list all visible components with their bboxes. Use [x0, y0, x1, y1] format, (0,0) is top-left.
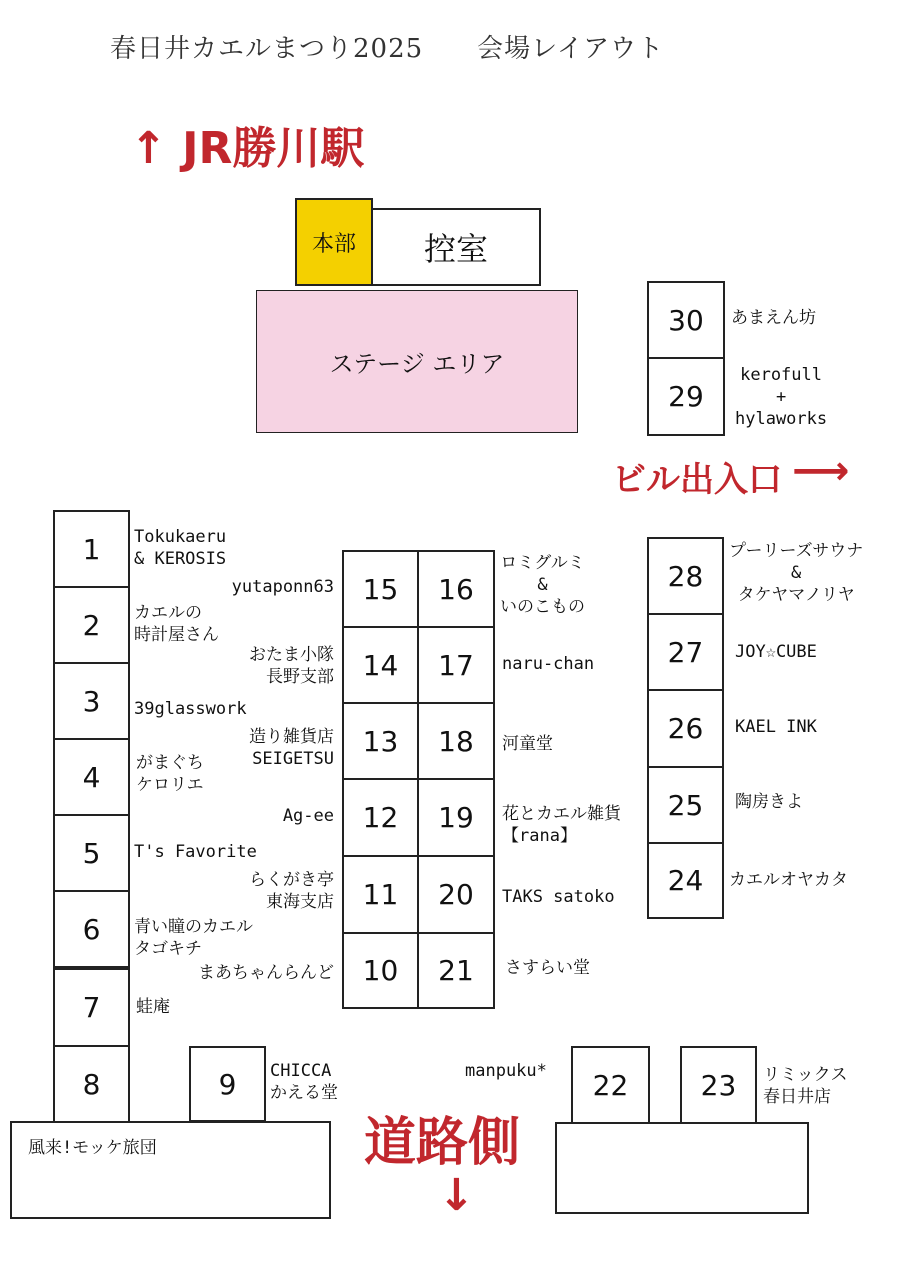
- booth-30-name: あまえん坊: [731, 308, 816, 328]
- road-arrow-icon: ↓: [438, 1170, 475, 1221]
- booth-11-name: らくがき亭 東海支店: [249, 870, 334, 912]
- booth-22: 22: [571, 1046, 650, 1124]
- stage-area-label: ステージ エリア: [329, 350, 505, 378]
- corner-area-left: [10, 1121, 331, 1219]
- booth-18: 18: [417, 702, 495, 780]
- corner-area-right: [555, 1122, 809, 1214]
- booth-18-name: 河童堂: [502, 734, 553, 754]
- building-exit-label: ビル出入口: [612, 460, 782, 500]
- booth-20-name: TAKS satoko: [502, 887, 615, 907]
- booth-5: 5: [53, 814, 130, 892]
- corner-area-left-label: 風来!モッケ旅団: [28, 1138, 157, 1158]
- booth-3: 3: [53, 662, 130, 740]
- booth-7-name: 蛙庵: [136, 997, 170, 1017]
- booth-17-name: naru-chan: [502, 654, 595, 674]
- booth-16: 16: [417, 550, 495, 628]
- booth-21: 21: [417, 932, 495, 1009]
- booth-28-name: プーリーズサウナ & タケヤマノリヤ: [729, 541, 864, 605]
- booth-1-name: Tokukaeru & KEROSIS: [134, 527, 227, 569]
- booth-19: 19: [417, 778, 495, 857]
- booth-8: 8: [53, 1045, 130, 1123]
- booth-27-name: JOY☆CUBE: [735, 642, 817, 662]
- booth-9: 9: [189, 1046, 266, 1122]
- booth-28: 28: [647, 537, 724, 615]
- booth-17: 17: [417, 626, 495, 704]
- page-title: 春日井カエルまつり2025 会場レイアウト: [110, 34, 665, 64]
- road-side-label: 道路側: [364, 1113, 521, 1173]
- booth-20: 20: [417, 855, 495, 934]
- booth-14: 14: [342, 626, 419, 704]
- control-room-label: 控室: [423, 230, 488, 268]
- booth-11: 11: [342, 855, 419, 934]
- booth-9-name: CHICCA かえる堂: [270, 1061, 338, 1103]
- headquarters-label: 本部: [311, 231, 356, 257]
- booth-14-name: おたま小隊 長野支部: [249, 645, 334, 687]
- booth-6: 6: [53, 890, 130, 968]
- station-direction-label: ↑ JR勝川駅: [130, 123, 365, 174]
- booth-12: 12: [342, 778, 419, 857]
- booth-3-name: 39glasswork: [134, 699, 247, 719]
- booth-6-name: 青い瞳のカエル タゴキチ: [134, 917, 253, 959]
- headquarters-area: [295, 198, 373, 286]
- booth-5-name: T's Favorite: [134, 842, 257, 862]
- booth-23: 23: [680, 1046, 757, 1124]
- booth-27: 27: [647, 613, 724, 691]
- booth-25-name: 陶房きよ: [735, 792, 803, 812]
- building-exit-arrow-icon: ⟶: [792, 448, 850, 494]
- booth-16-name: ロミグルミ & いのこもの: [500, 553, 585, 617]
- booth-21-name: さすらい堂: [505, 958, 590, 978]
- booth-10: 10: [342, 932, 419, 1009]
- booth-23-name: リミックス 春日井店: [763, 1065, 848, 1107]
- booth-22-name: manpuku*: [465, 1061, 547, 1081]
- booth-25: 25: [647, 766, 724, 844]
- booth-4: 4: [53, 738, 130, 816]
- booth-13-name: 造り雑貨店 SEIGETSU: [249, 727, 334, 769]
- booth-24: 24: [647, 842, 724, 919]
- booth-1: 1: [53, 510, 130, 588]
- booth-19-name: 花とカエル雑貨 【rana】: [502, 804, 621, 846]
- booth-24-name: カエルオヤカタ: [729, 870, 848, 890]
- booth-4-name: がまぐち ケロリエ: [136, 753, 204, 795]
- booth-26-name: KAEL INK: [735, 717, 817, 737]
- booth-2-name: カエルの 時計屋さん: [134, 603, 219, 645]
- booth-7: 7: [53, 968, 130, 1047]
- booth-15: 15: [342, 550, 419, 628]
- stage-area: [256, 290, 578, 433]
- booth-10-name: まあちゃんらんど: [198, 963, 334, 983]
- booth-29: 29: [647, 357, 725, 436]
- booth-30: 30: [647, 281, 725, 359]
- booth-15-name: yutaponn63: [231, 577, 334, 597]
- booth-12-name: Ag-ee: [282, 806, 334, 826]
- booth-29-name: kerofull + hylaworks: [735, 365, 828, 429]
- control-room-area: [371, 208, 541, 286]
- booth-2: 2: [53, 586, 130, 664]
- booth-13: 13: [342, 702, 419, 780]
- booth-26: 26: [647, 689, 724, 768]
